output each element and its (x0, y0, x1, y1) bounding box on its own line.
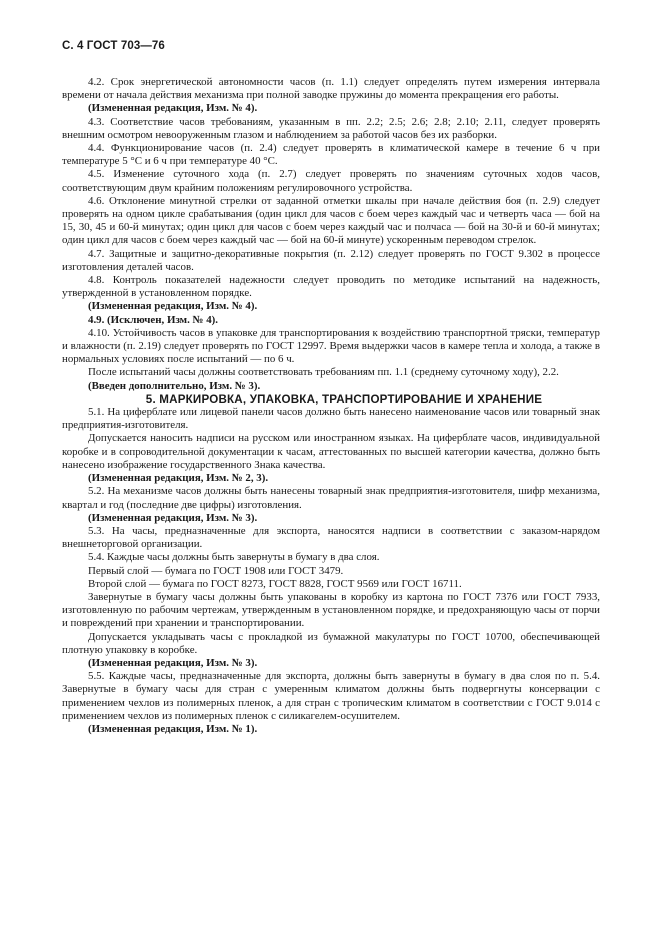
amendment-note: (Введен дополнительно, Изм. № 3). (88, 379, 261, 392)
paragraph: 4.3. Соответствие часов требованиям, указанным в пп. 2.2; 2.5; 2.6; 2.8; 2.10; 2.11, следует проверять внешним осмотром невооруженным глазом и наблюдением за работой часов без их разборки. (62, 115, 600, 141)
amendment-note: (Измененная редакция, Изм. № 3). (88, 511, 258, 524)
paragraph: 5.5. Каждые часы, предназначенные для экспорта, должны быть завернуты в бумагу в два слоя по п. 5.4. Завернутые в бумагу часы для стран с умеренным климатом должны быть подвергнуты консервации с применением чехлов из полимерных пленок, а для стран с тропическим климатом в соответствии с ГОСТ 9.014 с применением чехлов из полимерных пленок с силикагелем-осушителем. (62, 670, 600, 722)
paragraph: 4.8. Контроль показателей надежности следует проводить по методике испытаний на надежность, утвержденной в установленном порядке. (62, 274, 600, 300)
paragraph: 5.1. На циферблате или лицевой панели часов должно быть нанесено наименование часов или товарный знак предприятия-изготовителя. (62, 406, 600, 432)
section-5-title: 5. МАРКИРОВКА, УПАКОВКА, ТРАНСПОРТИРОВАНИЕ И ХРАНЕНИЕ (145, 392, 543, 406)
paragraph: После испытаний часы должны соответствовать требованиям пп. 1.1 (среднему суточному ходу), 2.2. (88, 366, 559, 379)
paragraph: 5.2. На механизме часов должны быть нанесены товарный знак предприятия-изготовителя, шифр механизма, квартал и год (последние две цифры) изготовления. (62, 485, 600, 511)
paragraph: 4.4. Функционирование часов (п. 2.4) следует проверять в климатической камере в течение 6 ч при температуре 5 °С и 6 ч при температуре 40 °С. (62, 142, 600, 168)
document-body (62, 76, 600, 736)
amendment-note: (Измененная редакция, Изм. № 2, 3). (88, 472, 269, 485)
paragraph: 5.4. Каждые часы должны быть завернуты в бумагу в два слоя. (88, 551, 380, 564)
paragraph: 4.7. Защитные и защитно-декоративные покрытия (п. 2.12) следует проверять по ГОСТ 9.302 в процессе изготовления деталей часов. (62, 247, 600, 273)
paragraph: Первый слой — бумага по ГОСТ 1908 или ГОСТ 3479. (88, 564, 344, 577)
section-5-body (62, 406, 600, 736)
paragraph: 4.10. Устойчивость часов в упаковке для транспортирования к воздействию транспортной тряски, температур и влажности (п. 2.19) следует проверять по ГОСТ 12997. Время выдержки часов в камере тепла и холода, а также в нормальных условиях после испытаний — по 6 ч. (62, 326, 600, 366)
paragraph: Допускается укладывать часы с прокладкой из бумажной макулатуры по ГОСТ 10700, обеспечивающей плотную упаковку в коробке. (62, 630, 600, 656)
paragraph: Второй слой — бумага по ГОСТ 8273, ГОСТ 8828, ГОСТ 9569 или ГОСТ 16711. (88, 577, 462, 590)
paragraph: Завернутые в бумагу часы должны быть упакованы в коробку из картона по ГОСТ 7376 или ГОСТ 7933, изготовленную по рабочим чертежам, утвержденным в установленном порядке, и предохраняющую часы от порчи и повреждений при хранении и транспортировании. (62, 590, 600, 630)
paragraph: Допускается наносить надписи на русском или иностранном языках. На циферблате часов, индивидуальной коробке и в сопроводительной документации к часам, аттестованных по высшей категории качества, должно быть нанесено изображение государственного Знака качества. (62, 432, 600, 471)
amendment-note: (Измененная редакция, Изм. № 3). (88, 656, 258, 669)
amendment-note: (Измененная редакция, Изм. № 1). (88, 722, 258, 735)
paragraph: 4.2. Срок энергетической автономности часов (п. 1.1) следует определять путем измерения интервала времени от начала действия механизма при полной заводке пружины до момента прекращения его работы. (62, 76, 600, 102)
section-4-body (62, 76, 600, 393)
paragraph: 4.6. Отклонение минутной стрелки от заданной отметки шкалы при начале действия боя (п. 2.9) следует проверять на одном цикле срабатывания (один цикл для часов с боем через каждый час и четверть часа — бой на 15, 30, 45 и 60-й минутах; один цикл для часов с боем через каждый час и полчаса — бой на 30-й и 60-й минутах; один цикл для часов с боем через каждый час — бой на 60-й минуте) ускоренным переводом стрелок. (62, 194, 600, 247)
amendment-note: (Измененная редакция, Изм. № 4). (88, 300, 258, 313)
amendment-note: (Измененная редакция, Изм. № 4). (88, 102, 258, 115)
amendment-note: 4.9. (Исключен, Изм. № 4). (88, 313, 218, 326)
page-header: С. 4 ГОСТ 703—76 (62, 40, 165, 52)
paragraph: 5.3. На часы, предназначенные для экспорта, наносятся надписи в соответствии с заказом-нарядом внешнеторговой организации. (62, 524, 600, 551)
paragraph: 4.5. Изменение суточного хода (п. 2.7) следует проверять по значениям суточных ходов часов, соответствующим двум крайним положениям регулировочного устройства. (62, 168, 600, 194)
